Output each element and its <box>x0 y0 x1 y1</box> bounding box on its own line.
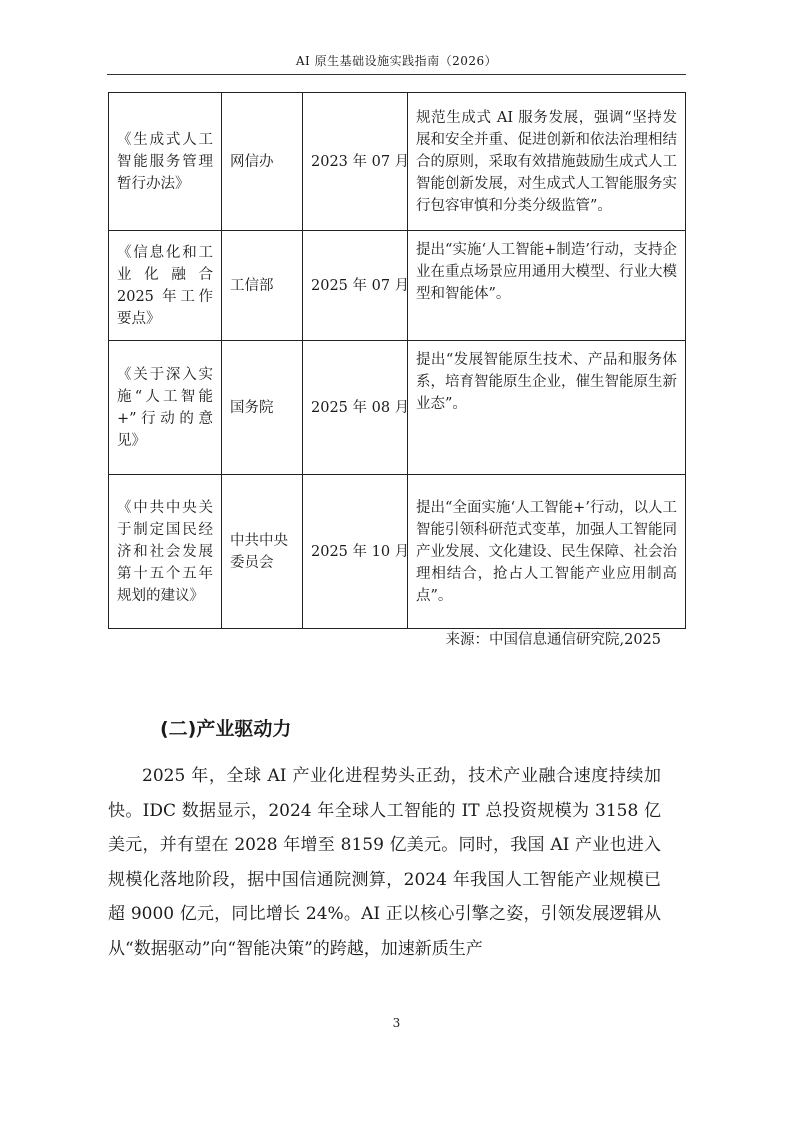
table-row <box>109 475 686 629</box>
policy-issuer: 工信部 <box>222 231 303 341</box>
policy-title: 《信息化和工业化融合 2025 年工作要点》 <box>109 231 222 341</box>
policy-issuer: 网信办 <box>222 93 303 231</box>
policy-date: 2025 年 07 月 <box>303 231 408 341</box>
policy-issuer: 国务院 <box>222 341 303 475</box>
table-row <box>109 341 686 475</box>
policy-description: 规范生成式 AI 服务发展，强调“坚持发展和安全并重、促进创新和依法治理相结合的原则，采取有效措施鼓励生成式人工智能创新发展，对生成式人工智能服务实行包容审慎和分类分级监管”。 <box>408 93 686 231</box>
policy-title: 《生成式人工智能服务管理暂行办法》 <box>109 93 222 231</box>
policy-description: 提出“全面实施‘人工智能+’行动，以人工智能引领科研范式变革，加强人工智能同产业发展、文化建设、民生保障、社会治理相结合，抢占人工智能产业应用制高点”。 <box>408 475 686 629</box>
policy-date: 2025 年 08 月 <box>303 341 408 475</box>
table-row <box>109 231 686 341</box>
policy-description: 提出“实施‘人工智能+制造’行动，支持企业在重点场景应用通用大模型、行业大模型和智能体”。 <box>408 231 686 341</box>
policy-title: 《关于深入实施“人工智能+”行动的意见》 <box>109 341 222 475</box>
page-header: AI 原生基础设施实践指南（2026） <box>295 54 498 68</box>
policy-description: 提出“发展智能原生技术、产品和服务体系，培育智能原生企业，催生智能原生新业态”。 <box>408 341 686 475</box>
policy-title: 《中共中央关于制定国民经济和社会发展第十五个五年规划的建议》 <box>109 475 222 629</box>
policy-date: 2023 年 07 月 <box>303 93 408 231</box>
body-paragraph: 2025 年，全球 AI 产业化进程势头正劲，技术产业融合速度持续加快。IDC 数据显示，2024 年全球人工智能的 IT 总投资规模为 3158 亿美元，并有望在 2028 年增至 8159 亿美元。同时，我国 AI 产业也进入规模化落地阶段，据中国信通院测算，2024 年我国人工智能产业规模已超 9000 亿元，同比增长 24%。AI 正以核心引擎之姿，引领发展逻辑从从“数据驱动”向“智能决策”的跨越，加速新质生产 <box>108 766 661 959</box>
table-source-note: 来源：中国信息通信研究院,2025 <box>445 632 661 648</box>
header-divider <box>107 74 686 75</box>
policy-date: 2025 年 10 月 <box>303 475 408 629</box>
policy-issuer: 中共中央委员会 <box>222 475 303 629</box>
policy-table <box>108 92 686 629</box>
page-number: 3 <box>392 1016 401 1030</box>
table-row <box>109 93 686 231</box>
section-heading: (二)产业驱动力 <box>160 718 292 740</box>
